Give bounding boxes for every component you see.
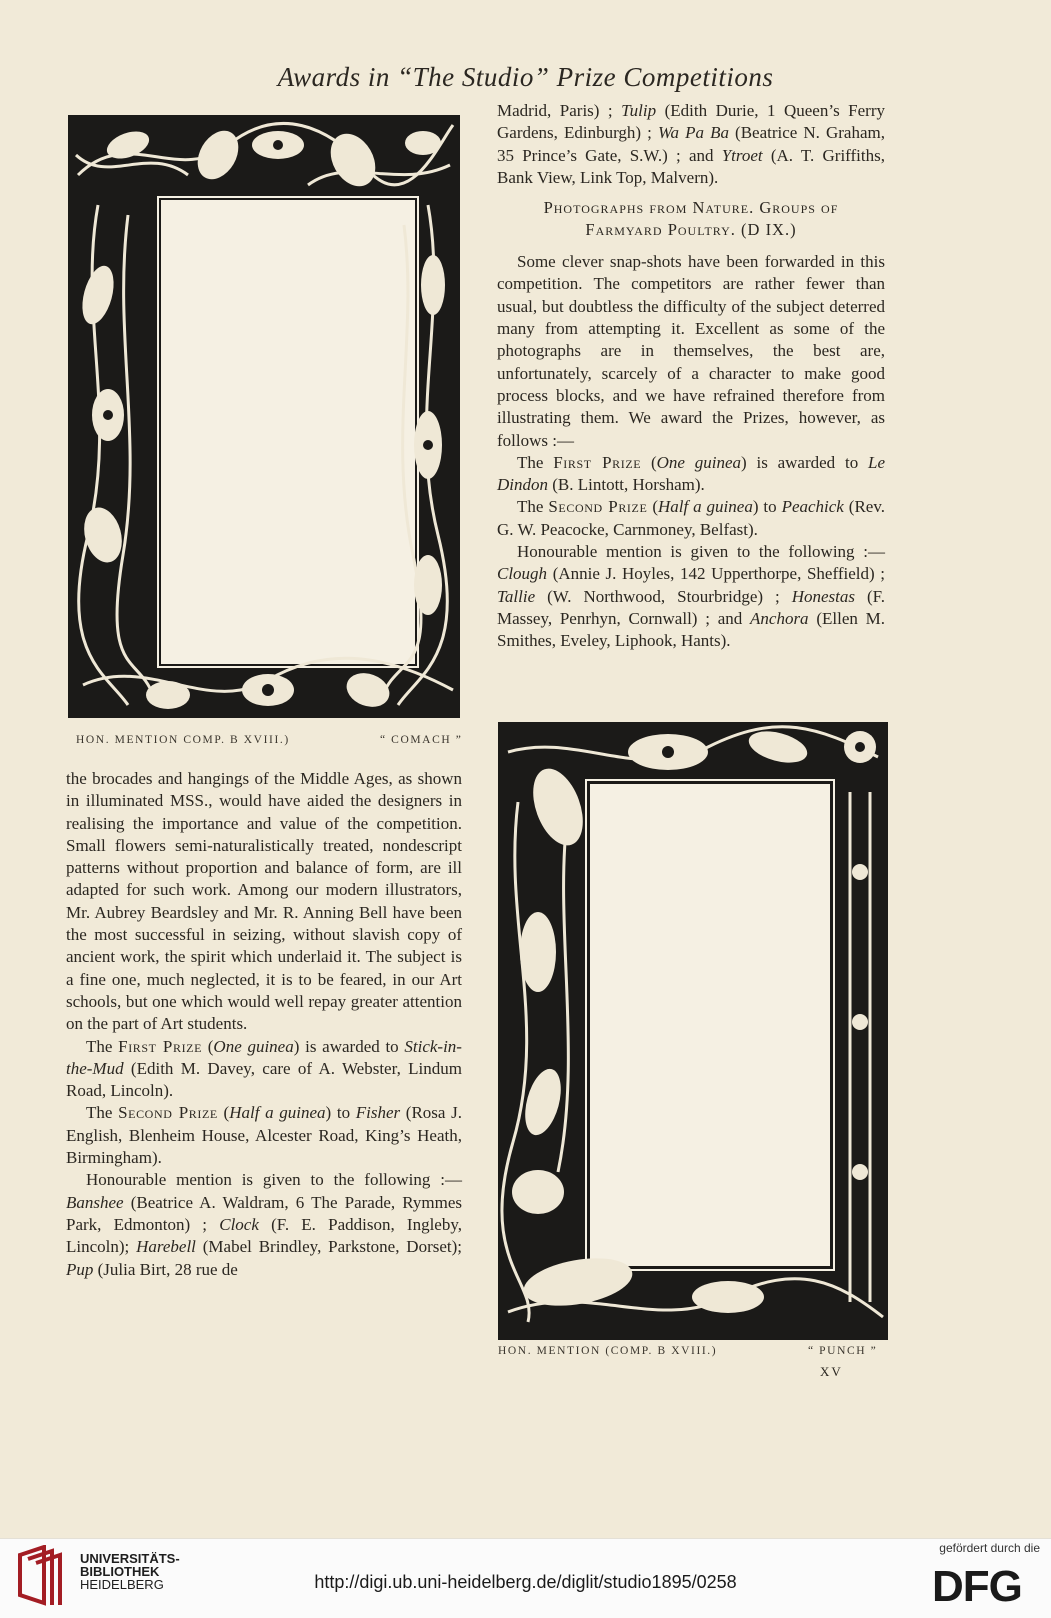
- frame-illustration-punch: [498, 722, 888, 1340]
- left-column-text: [66, 768, 462, 1281]
- dfg-logo[interactable]: DFG: [932, 1562, 1022, 1611]
- paragraph: The First Prize (One guinea) is awarded to Le Dindon (B. Lintott, Horsham).: [497, 452, 885, 495]
- page-number: XV: [820, 1364, 843, 1379]
- paragraph: The Second Prize (Half a guinea) to Peachick (Rev. G. W. Peacocke, Carnmoney, Belfast).: [497, 497, 885, 539]
- paragraph: the brocades and hangings of the Middle Ages, as shown in illuminated MSS., would have aided the designers in realising the importance and value of the competition. Small flowers semi-naturalistically treated, nondescript patterns without proportion and balance of form, are ill adapted for such work. Among our modern illustrators, Mr. Aubrey Beardsley and Mr. R. Anning Bell have been the most successful in seizing, without slavish copy of ancient work, the spirit which underlaid it. The subject is a fine one, much neglected, it is to be feared, in our Art schools, but one which would well repay greater attention on the part of Art students.: [66, 769, 462, 1034]
- paragraph: The First Prize (One guinea) is awarded to Stick-in-the-Mud (Edith M. Davey, care of A. Webster, Lindum Road, Lincoln).: [66, 1036, 462, 1101]
- section-heading: Photographs from Nature. Groups of Farmyard Poultry. (D IX.): [543, 198, 839, 240]
- caption-right: “ PUNCH ”: [808, 1345, 878, 1357]
- university-library-name: UNIVERSITÄTS- BIBLIOTHEK HEIDELBERG: [80, 1551, 180, 1592]
- paragraph: Honourable mention is given to the following :— Banshee (Beatrice A. Waldram, 6 The Parade, Rymmes Park, Edmonton) ; Clock (F. E. Paddison, Ingleby, Lincoln); Harebell (Mabel Brindley, Parkstone, Dorset); Pup (Julia Birt, 28 rue de: [66, 1170, 463, 1279]
- paragraph: Some clever snap-shots have been forwarded in this competition. The competitors are rather fewer than usual, but doubtless the difficulty of the subject deterred many from attempting it. Excellent as some of the photographs are in themselves, the best are, unfortunately, scarcely of a character to make good process blocks, and we have refrained therefore from illustrating them. We award the Prizes, however, as follows :—: [497, 252, 885, 450]
- caption-right: “ COMACH ”: [380, 734, 463, 746]
- paragraph: Honourable mention is given to the following :— Clough (Annie J. Hoyles, 142 Upperthorpe, Sheffield) ; Tallie (W. Northwood, Stourbridge) ; Honestas (F. Massey, Penrhyn, Cornwall) ; and Anchora (Ellen M. Smithes, Eveley, Liphook, Hants).: [497, 542, 885, 651]
- frame-illustration-comach: [68, 115, 460, 718]
- caption-left: HON. MENTION COMP. B XVIII.): [76, 734, 290, 746]
- permalink-url[interactable]: http://digi.ub.uni-heidelberg.de/diglit/studio1895/0258: [314, 1572, 737, 1592]
- caption-punch: [0, 1345, 1051, 1361]
- funded-by-label: gefördert durch die: [939, 1541, 1040, 1555]
- paragraph: The Second Prize (Half a guinea) to Fisher (Rosa J. English, Blenheim House, Alcester Road, King’s Heath, Birmingham).: [66, 1103, 462, 1168]
- right-column-text: [497, 100, 885, 653]
- caption-left: HON. MENTION (COMP. B XVIII.): [498, 1345, 718, 1357]
- running-title: Awards in “The Studio” Prize Competitions: [277, 62, 774, 92]
- paragraph: Madrid, Paris) ; Tulip (Edith Durie, 1 Queen’s Ferry Gardens, Edinburgh) ; Wa Pa Ba (Beatrice N. Graham, 35 Prince’s Gate, S.W.) ; and Ytroet (A. T. Griffiths, Bank View, Link Top, Malvern).: [497, 101, 885, 187]
